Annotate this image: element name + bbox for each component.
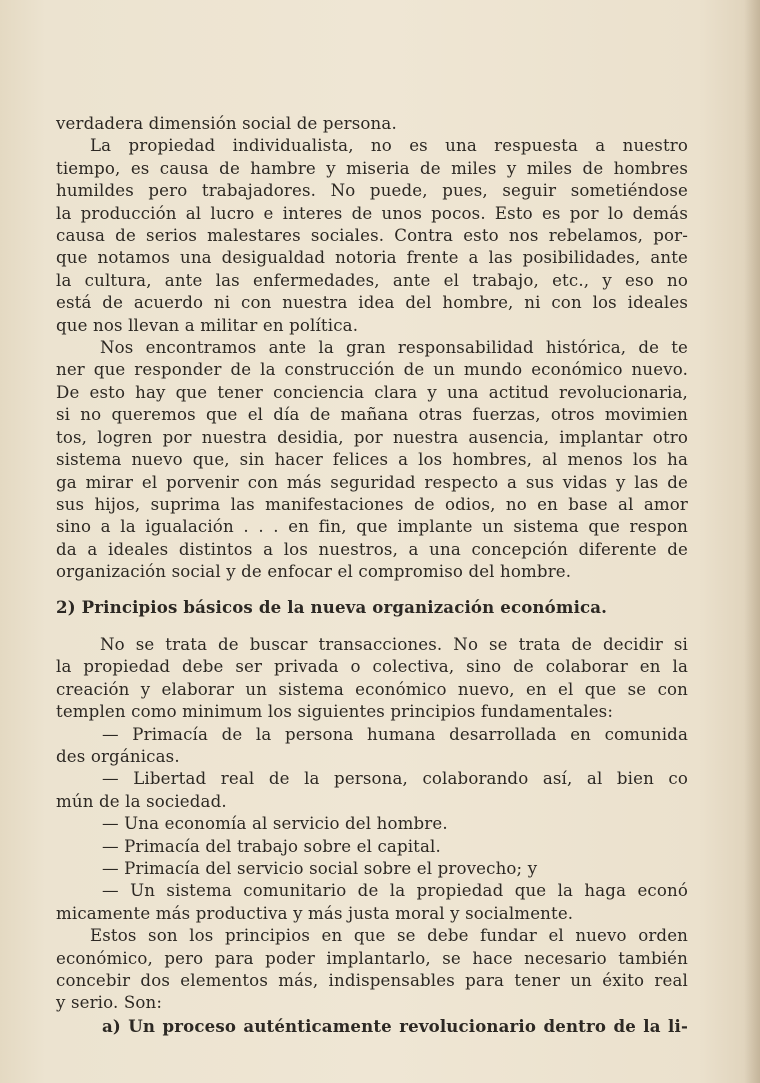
list-item-line: — Una economía al servicio del hombre. [102, 814, 448, 834]
paragraph-line: verdadera dimensión social de persona. [56, 114, 397, 133]
list-item-line: des orgánicas. [56, 746, 180, 766]
paragraph-line: sistema nuevo que, sin hacer felices a los hombres, al menos los ha [56, 450, 688, 470]
paragraph-line: Estos son los principios en que se debe fundar el nuevo orden [90, 926, 688, 946]
paragraph-line: De esto hay que tener conciencia clara y una actitud revolucionaria, [56, 382, 688, 402]
section-heading: 2) Principios básicos de la nueva organización económica. [56, 596, 608, 617]
list-item-line: — Un sistema comunitario de la propiedad que la haga econó [102, 881, 688, 901]
list-item-line: — Libertad real de la persona, colaborando así, al bien co [102, 769, 688, 789]
paragraph-line: sino a la igualación . . . en fin, que implante un sistema que respon [56, 517, 688, 537]
paragraph-line: ner que responder de la construcción de un mundo económico nuevo. [56, 360, 688, 380]
paragraph-line: concebir dos elementos más, indispensables para tener un éxito real [56, 971, 688, 991]
paragraph-line: creación y elaborar un sistema económico nuevo, en el que se con [56, 679, 688, 699]
paragraph-line: sus hijos, suprima las manifestaciones de odios, no en base al amor [56, 494, 688, 514]
paragraph-line: tos, logren por nuestra desidia, por nuestra ausencia, implantar otro [56, 427, 688, 447]
paragraph-line: organización social y de enfocar el compromiso del hombre. [56, 562, 572, 582]
paragraph-line: si no queremos que el día de mañana otras fuerzas, otros movimien [56, 405, 688, 425]
paragraph-line: y serio. Son: [56, 993, 163, 1013]
paragraph-line: da a ideales distintos a los nuestros, a una concepción diferente de [56, 539, 688, 559]
paragraph-line: templen como minimum los siguientes principios fundamentales: [56, 702, 614, 722]
list-item-line: — Primacía del servicio social sobre el provecho; y [102, 859, 538, 878]
paragraph-line: tiempo, es causa de hambre y miseria de miles y miles de hombres [56, 158, 688, 178]
page-spine-shadow [744, 0, 760, 1083]
list-item-line: mún de la sociedad. [56, 791, 227, 811]
paragraph-line: ga mirar el porvenir con más seguridad respecto a sus vidas y las de [56, 472, 688, 492]
paragraph-line: No se trata de buscar transacciones. No se trata de decidir si [100, 634, 688, 654]
paragraph-line: económico, pero para poder implantarlo, se hace necesario también [56, 948, 688, 968]
page-text [56, 113, 688, 1037]
paragraph-line: está de acuerdo ni con nuestra idea del hombre, ni con los ideales [56, 293, 688, 313]
list-item-line: micamente más productiva y más justa moral y socialmente. [56, 903, 574, 923]
paragraph-line: causa de serios malestares sociales. Contra esto nos rebelamos, por- [56, 226, 688, 246]
paragraph-line: la cultura, ante las enfermedades, ante el trabajo, etc., y eso no [56, 270, 688, 290]
list-item-line: — Primacía del trabajo sobre el capital. [102, 836, 441, 856]
paragraph-line: La propiedad individualista, no es una respuesta a nuestro [90, 136, 688, 156]
paragraph-line: Nos encontramos ante la gran responsabilidad histórica, de te [100, 338, 688, 358]
paragraph-line: que notamos una desigualdad notoria frente a las posibilidades, ante [56, 248, 688, 268]
paragraph-line: la producción al lucro e interes de unos pocos. Esto es por lo demás [56, 203, 688, 223]
paragraph-line: la propiedad debe ser privada o colectiva, sino de colaborar en la [56, 657, 688, 677]
paragraph-line: que nos llevan a militar en política. [56, 315, 359, 335]
paragraph-line: humildes pero trabajadores. No puede, pues, seguir sometiéndose [56, 181, 688, 201]
list-item-line: — Primacía de la persona humana desarrollada en comunida [102, 724, 688, 744]
subsection-heading: a) Un proceso auténticamente revolucionario dentro de la li- [102, 1015, 688, 1036]
